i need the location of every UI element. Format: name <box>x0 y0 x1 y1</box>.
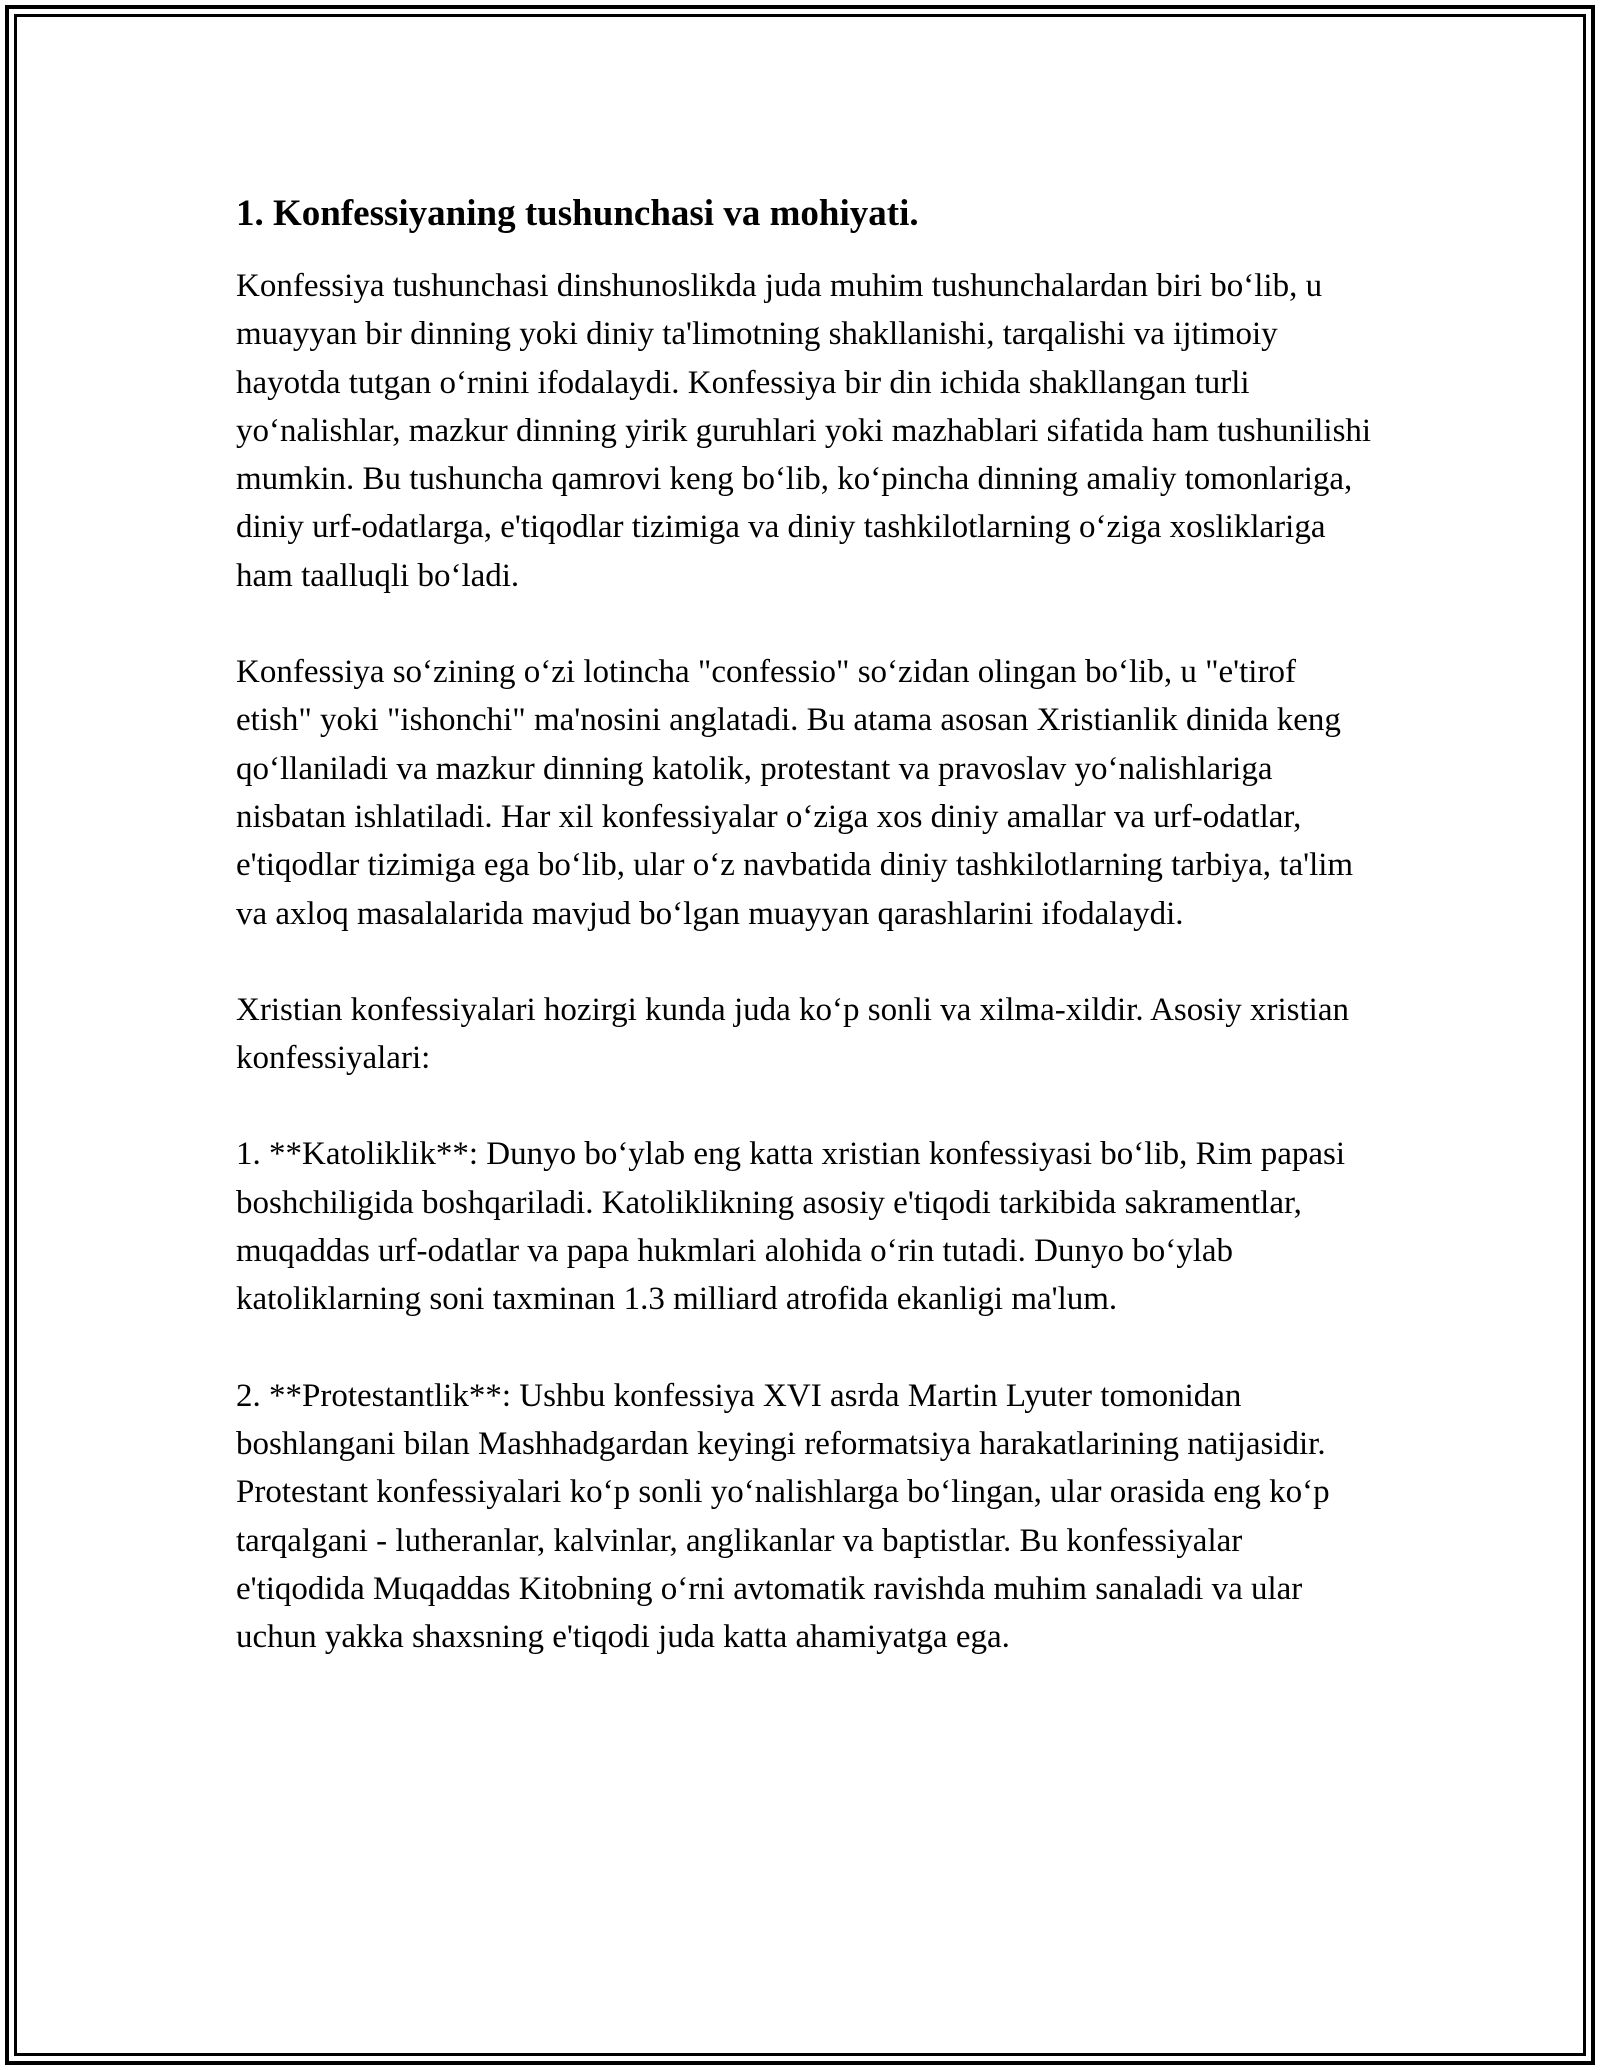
paragraph-confessio-etymology: Konfessiya so‘zining o‘zi lotincha "confessio" so‘zidan olingan bo‘lib, u "e'tirof etish" yoki "ishonchi" ma'nosini anglatadi. Bu atama asosan Xristianlik dinida keng qo‘llaniladi va mazkur dinning katolik, protestant va pravoslav yo‘nalishlariga nisbatan ishlatiladi. Har xil konfessiyalar o‘ziga xos diniy amallar va urf-odatlar, e'tiqodlar tizimiga ega bo‘lib, ular o‘z navbatida diniy tashkilotlarning tarbiya, ta'lim va axloq masalalarida mavjud bo‘lgan muayyan qarashlarini ifodalaydi. <box>236 654 1354 932</box>
list-item-protestantism: 2. **Protestantlik**: Ushbu konfessiya XVI asrda Martin Lyuter tomonidan boshlangani bilan Mashhadgardan keyingi reformatsiya harakatlarining natijasidir. Protestant konfessiyalari ko‘p sonli yo‘nalishlarga bo‘lingan, ular orasida eng ko‘p tarqalgani - lutheranlar, kalvinlar, anglikanlar va baptistlar. Bu konfessiyalar e'tiqodida Muqaddas Kitobning o‘rni avtomatik ravishda muhim sanaladi va ular uchun yakka shaxsning e'tiqodi juda katta ahamiyatga ega. <box>236 1377 1330 1656</box>
paragraph-christian-confessions-intro: Xristian konfessiyalari hozirgi kunda juda ko‘p sonli va xilma-xildir. Asosiy xristian konfessiyalari: <box>236 991 1349 1077</box>
paragraph-konfessiya-definition: Konfessiya tushunchasi dinshunoslikda juda muhim tushunchalardan biri bo‘lib, u muayyan bir dinning yoki diniy ta'limotning shakllanishi, tarqalishi va ijtimoiy hayotda tutgan o‘rnini ifodalaydi. Konfessiya bir din ichida shakllangan turli yo‘nalishlar, mazkur dinning yirik guruhlari yoki mazhablari sifatida ham tushunilishi mumkin. Bu tushuncha qamrovi keng bo‘lib, ko‘pincha dinning amaliy tomonlariga, diniy urf-odatlarga, e'tiqodlar tizimiga va diniy tashkilotlarning o‘ziga xosliklariga ham taalluqli bo‘ladi. <box>236 268 1372 594</box>
document-body <box>236 190 1376 1709</box>
list-item-catholicism: 1. **Katoliklik**: Dunyo bo‘ylab eng katta xristian konfessiyasi bo‘lib, Rim papasi boshchiligida boshqariladi. Katoliklikning asosiy e'tiqodi tarkibida sakramentlar, muqaddas urf-odatlar va papa hukmlari alohida o‘rin tutadi. Dunyo bo‘ylab katoliklarning soni taxminan 1.3 milliard atrofida ekanligi ma'lum. <box>236 1136 1346 1318</box>
section-heading: 1. Konfessiyaning tushunchasi va mohiyati. <box>236 193 919 234</box>
